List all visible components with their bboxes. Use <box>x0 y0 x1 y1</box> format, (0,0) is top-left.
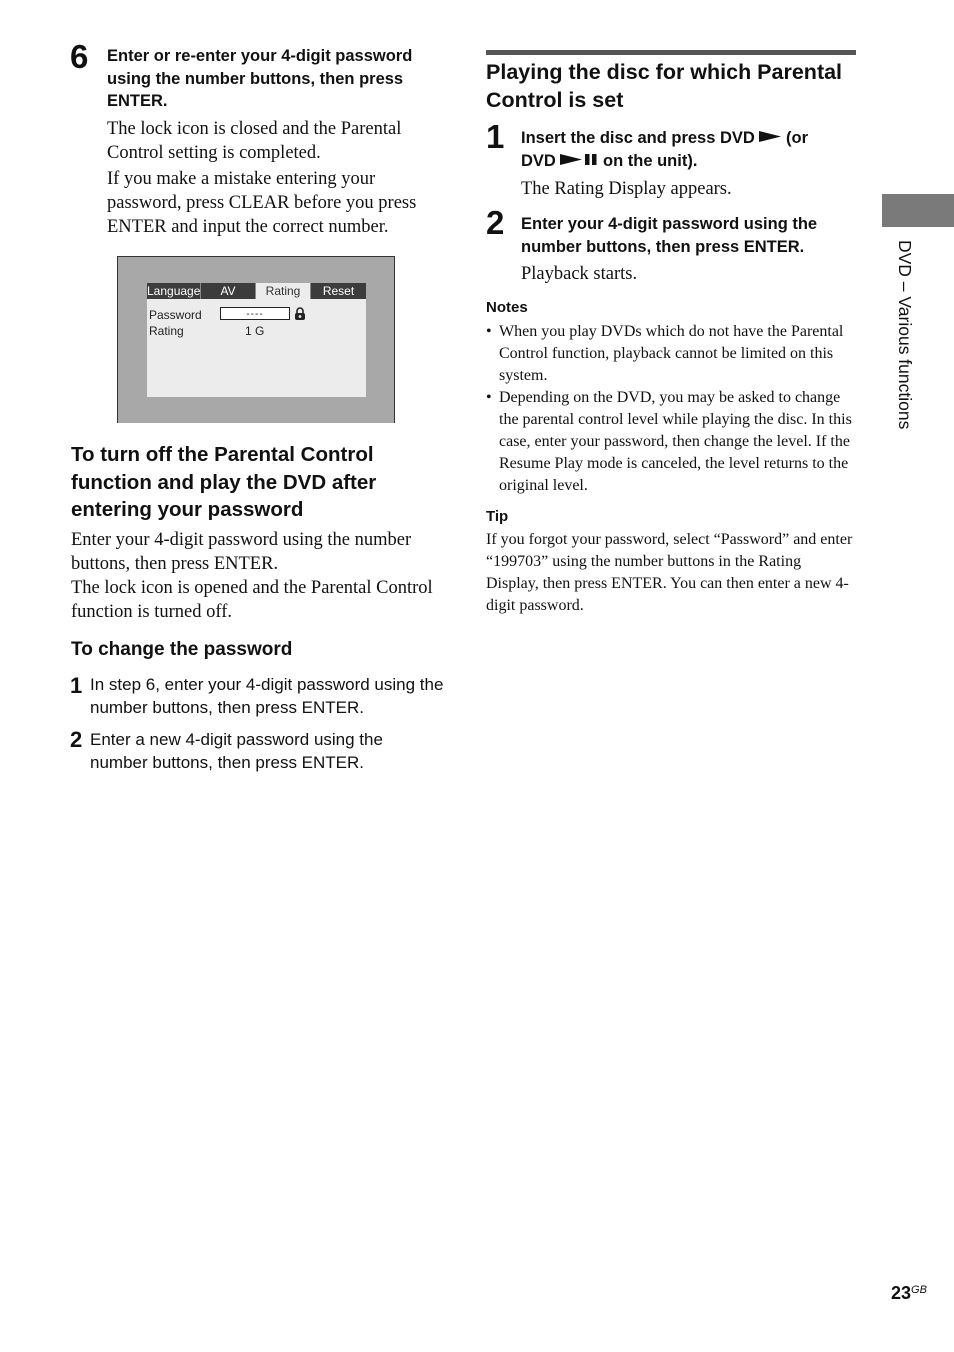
step-6-instruction: Enter or re-enter your 4-digit password using the number buttons, then press ENTER. <box>107 47 413 110</box>
rating-display-screen <box>117 256 395 423</box>
page-suffix: GB <box>911 1284 927 1296</box>
right-step-1-instruction: Insert the disc and press DVD (or DVD on the unit). <box>521 129 808 170</box>
tip-heading: Tip <box>486 508 509 525</box>
password-field: ---- <box>220 307 290 320</box>
tab-rating: Rating <box>256 283 311 299</box>
change-step-2-number: 2 <box>70 727 83 752</box>
turn-off-paragraph-1: Enter your 4-digit password using the number buttons, then press ENTER. <box>71 530 412 574</box>
rating-value: 1 G <box>245 324 265 338</box>
right-step-2-result: Playback starts. <box>521 264 638 284</box>
password-label: Password <box>149 308 202 322</box>
tip-text: If you forgot your password, select “Password” and enter “199703” using the number buttons in the Rating Display, then press ENTER. You can then enter a new 4-digit password. <box>486 531 853 614</box>
settings-tabs <box>147 283 366 299</box>
play-pause-symbol-icon <box>560 153 598 166</box>
step-6-paragraph-1: The lock icon is closed and the Parental Control setting is completed. <box>107 119 402 163</box>
note-item: • When you play DVDs which do not have the Parental Control function, playback cannot be limited on this system. <box>486 321 856 387</box>
play-symbol-icon <box>759 130 781 143</box>
change-step-2-text: Enter a new 4-digit password using the number buttons, then press ENTER. <box>90 730 383 772</box>
right-step-2-instruction: Enter your 4-digit password using the number buttons, then press ENTER. <box>521 215 818 256</box>
step-6-number: 6 <box>70 38 89 75</box>
notes-list <box>486 321 856 497</box>
section-heading: Playing the disc for which Parental Control is set <box>486 60 843 112</box>
section-rule <box>486 50 856 55</box>
change-step-1-number: 1 <box>70 673 83 698</box>
page-number: $23^{GB}$ <box>891 1283 927 1303</box>
tab-av: AV <box>201 283 256 299</box>
side-tab-label: DVD – Various functions <box>895 240 915 430</box>
right-step-1-number: 1 <box>486 118 505 155</box>
side-tab-bar <box>882 194 954 227</box>
notes-heading: Notes <box>486 299 528 316</box>
tab-reset: Reset <box>311 283 366 299</box>
turn-off-paragraph-2: The lock icon is opened and the Parental Control function is turned off. <box>71 578 433 622</box>
rating-label: Rating <box>149 324 184 338</box>
rating-settings-panel <box>147 283 366 397</box>
right-step-2-number: 2 <box>486 204 505 241</box>
right-step-1-result: The Rating Display appears. <box>521 179 732 199</box>
lock-closed-icon <box>294 307 306 321</box>
step-6-paragraph-2: If you make a mistake entering your password, press CLEAR before you press ENTER and input the correct number. <box>107 169 417 237</box>
change-step-1-text: In step 6, enter your 4-digit password using the number buttons, then press ENTER. <box>90 675 444 717</box>
note-item: • Depending on the DVD, you may be asked to change the parental control level while playing the disc. In this case, enter your password, then change the level. If the Resume Play mode is canceled, the level returns to the original level. <box>486 387 856 497</box>
change-password-heading: To change the password <box>71 639 293 660</box>
tab-language: Language <box>147 284 201 298</box>
turn-off-heading: To turn off the Parental Control function and play the DVD after entering your password <box>71 443 377 521</box>
